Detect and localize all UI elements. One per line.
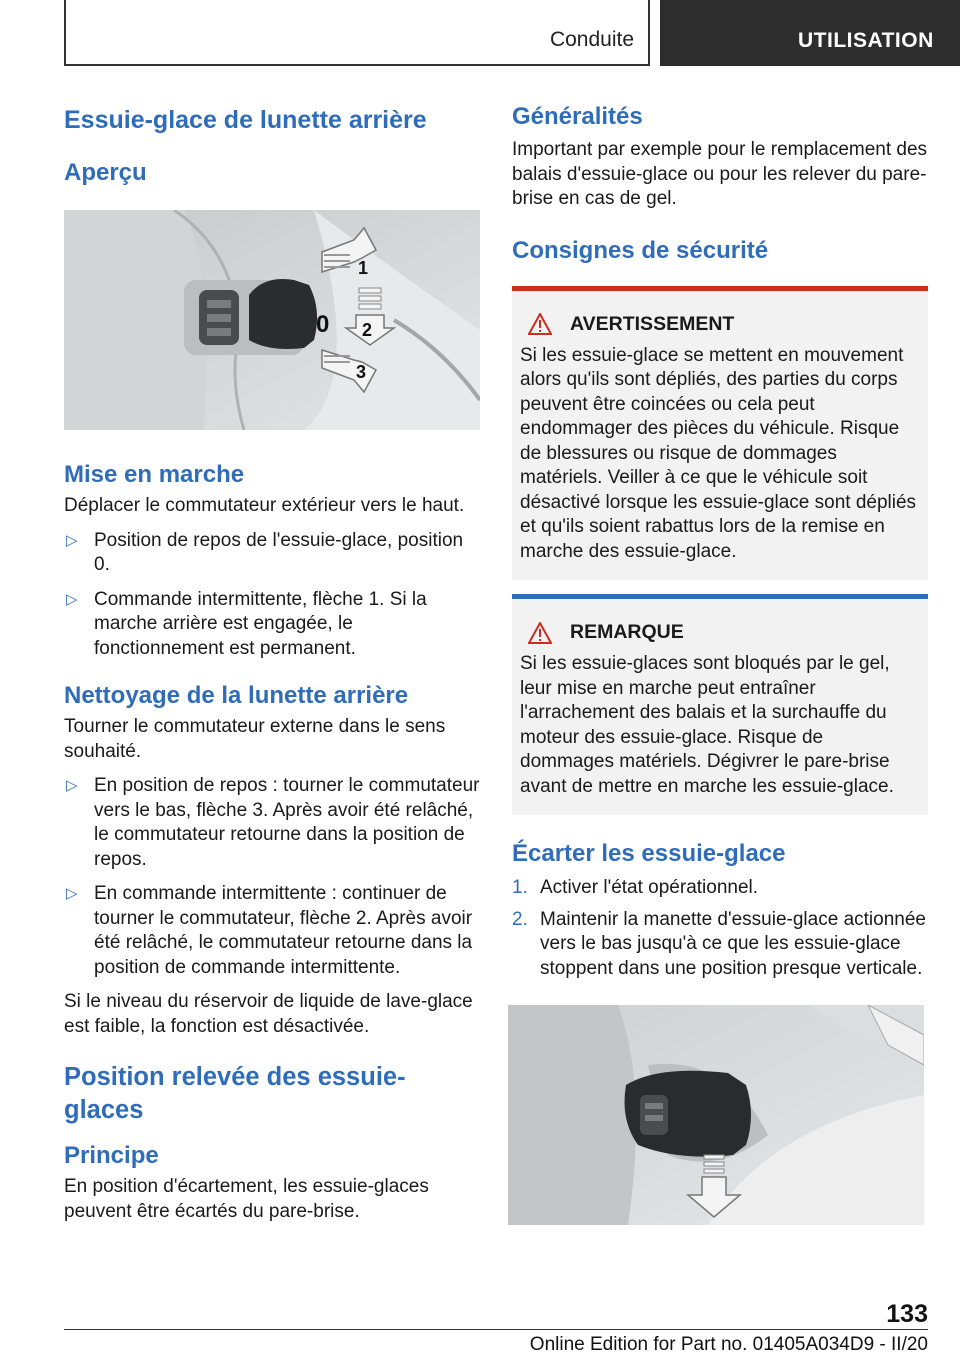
- step-number: 1.: [512, 877, 528, 898]
- triangle-bullet-icon: ▷: [66, 777, 78, 794]
- general-heading: Généralités: [512, 103, 643, 130]
- section-tab[interactable]: [660, 0, 960, 66]
- note-title-row: [528, 621, 920, 644]
- note-box: [512, 594, 928, 815]
- general-text: Important par exemple pour le remplacement des balais d'essuie-glace ou pour les relever du pare-brise en cas de gel.: [512, 139, 928, 209]
- step-text: Maintenir la manette d'essuie-glace actionnée vers le bas jusqu'à ce que les essuie-glace stoppent dans une position presque verticale.: [540, 908, 926, 979]
- list-item: ▷ En position de repos : tourner le commutateur vers le bas, flèche 3. Après avoir été relâché, le commutateur retourne dans la position de repos.: [66, 775, 480, 870]
- principle-heading: Principe: [64, 1142, 159, 1169]
- rear-wiper-switch-figure: [64, 210, 480, 430]
- left-column: [64, 100, 482, 1224]
- warning-triangle-icon: [528, 313, 552, 335]
- arrow-label-2: 2: [362, 320, 373, 340]
- list-item: ▷ Commande intermittente, flèche 1. Si la marche arrière est engagée, le fonctionnement est permanent.: [66, 588, 427, 659]
- step-text: Activer l'état opérationnel.: [540, 877, 759, 898]
- triangle-bullet-icon: ▷: [66, 885, 78, 902]
- cleaning-list: [64, 774, 482, 980]
- page-number: 133: [886, 1300, 928, 1328]
- list-item: [512, 908, 928, 982]
- warning-title: AVERTISSEMENT: [570, 312, 735, 335]
- wiper-lever-down-figure: [508, 1005, 924, 1225]
- list-item: ▷ En commande intermittente : continuer de tourner le commutateur, flèche 2. Après avoir été relâché, le commutateur retourne dans la position de commande intermittente.: [66, 883, 473, 978]
- caution-triangle-icon: [528, 622, 552, 644]
- chapter-title: Conduite: [549, 28, 634, 51]
- triangle-bullet-icon: ▷: [66, 590, 78, 608]
- triangle-bullet-icon: ▷: [66, 531, 78, 549]
- switch-on-text: Déplacer le commutateur extérieur vers le haut.: [64, 495, 465, 516]
- warning-title-row: [528, 313, 920, 336]
- step-number: 2.: [512, 908, 528, 930]
- arrow-label-3: 3: [356, 362, 367, 382]
- raised-position-title: Position relevée des essuie-glaces: [64, 1063, 406, 1124]
- position-label-0: 0: [316, 311, 330, 338]
- header-chapter-box: [64, 0, 650, 66]
- warning-box: [512, 286, 928, 581]
- arrow-label-1: 1: [358, 258, 369, 278]
- right-column: [512, 100, 928, 1225]
- footer-divider: [64, 1329, 928, 1330]
- overview-heading: Aperçu: [64, 159, 147, 186]
- warning-text: Si les essuie-glace se mettent en mouvement alors qu'ils sont dépliés, des parties du corps peuvent être coincées ou cela peut endommager des pièces du véhicule. Risque de blessures ou risque de dommages matériels. Veiller à ce que le véhicule soit désactivé lorsque les essuie-glace sont dépliés et qu'ils soient rabattus lors de la remise en marche des essuie-glace.: [520, 344, 917, 562]
- section-tab-label: UTILISATION: [798, 29, 934, 52]
- switch-on-list: [64, 529, 482, 662]
- fold-heading: Écarter les essuie-glace: [512, 840, 786, 867]
- fold-steps: [512, 876, 928, 981]
- page-title: Essuie-glace de lunette arrière: [64, 106, 427, 134]
- safety-heading: Consignes de sécurité: [512, 236, 769, 264]
- principle-text: En position d'écartement, les essuie-glaces peuvent être écartés du pare-brise.: [64, 1176, 429, 1222]
- cleaning-text: Tourner le commutateur externe dans le sens souhaité.: [64, 716, 446, 762]
- edition-text: Online Edition for Part no. 01405A034D9 - II/20: [529, 1334, 928, 1355]
- cleaning-heading: Nettoyage de la lunette arrière: [64, 682, 409, 709]
- list-item: [512, 876, 928, 901]
- note-text: Si les essuie-glaces sont bloqués par le gel, leur mise en marche peut entraîner l'arrachement des balais et la surchauffe du moteur des essuie-glace. Risque de dommages matériels. Dégivrer le pare-brise avant de mettre en marche les essuie-glace.: [520, 653, 894, 797]
- switch-on-heading: Mise en marche: [64, 461, 245, 488]
- list-item: ▷ Position de repos de l'essuie-glace, position 0.: [66, 529, 464, 575]
- note-title: REMARQUE: [570, 621, 684, 643]
- cleaning-note: Si le niveau du réservoir de liquide de lave-glace est faible, la fonction est désactivée.: [64, 991, 473, 1037]
